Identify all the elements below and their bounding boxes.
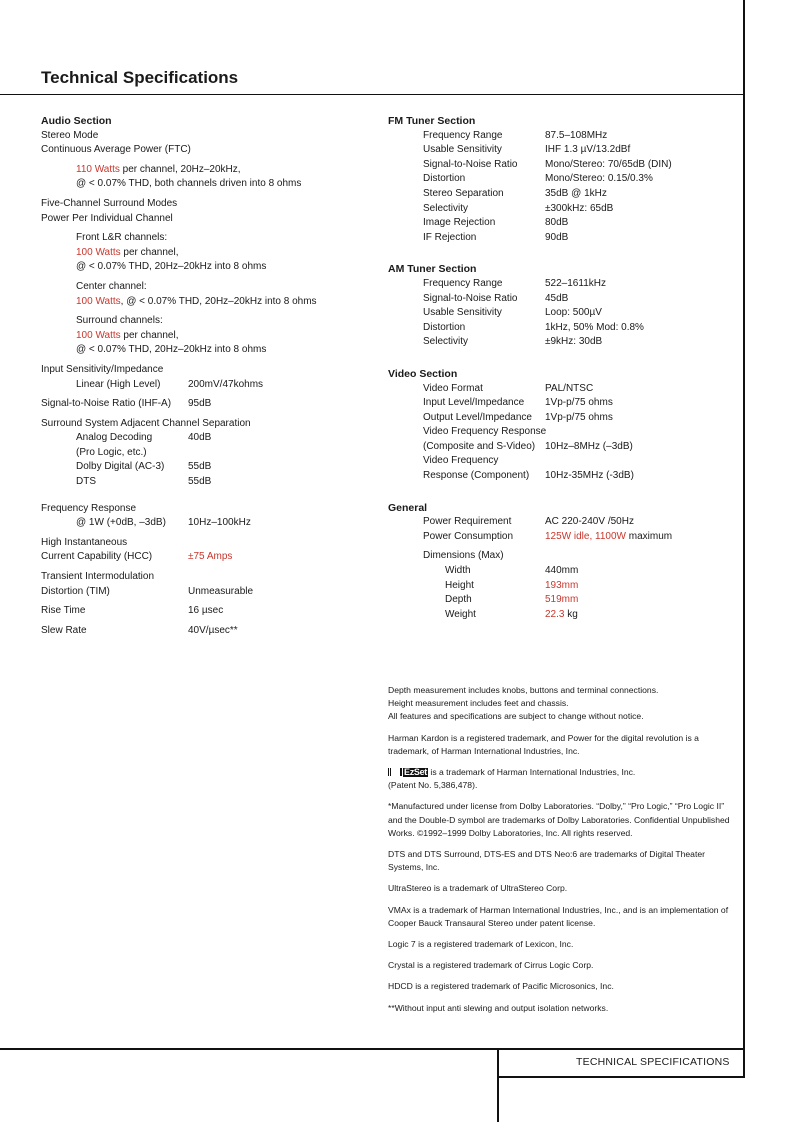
vfr-row [388, 440, 733, 455]
tim-label-2: Distortion (TIM) [41, 585, 110, 597]
vf-value: 10Hz-35MHz (-3dB) [545, 470, 634, 482]
front-channels-label: Front L&R channels: [76, 232, 168, 244]
note-harman: Harman Kardon is a registered trademark, and Power for the digital revolution is a trademark, of Harman International Industries, Inc. [388, 732, 699, 756]
tim-label-1: Transient Intermodulation [41, 571, 155, 583]
video-format-row [388, 382, 733, 397]
front-thd: @ < 0.07% THD, 20Hz–20kHz into 8 ohms [76, 261, 267, 273]
dts-row [41, 475, 371, 490]
fm-spec-row [388, 202, 733, 217]
footer-tab-rule-bottom [497, 1076, 745, 1078]
snr-value: 95dB [188, 398, 212, 410]
fm-spec-value: Mono/Stereo: 70/65dB (DIN) [545, 158, 672, 170]
power-cons-label: Power Consumption [423, 530, 514, 542]
dts-label: DTS [76, 476, 96, 488]
width-label: Width [445, 565, 471, 577]
stereo-power-line [41, 163, 371, 178]
linear-label: Linear (High Level) [76, 378, 161, 390]
am-spec-row [388, 306, 733, 321]
fm-spec-label: IF Rejection [423, 231, 477, 243]
power-req-label: Power Requirement [423, 516, 512, 528]
note-ezset-patent: (Patent No. 5,386,478). [388, 780, 478, 791]
note-crystal: Crystal is a registered trademark of Cirrus Logic Corp. [388, 960, 594, 971]
height-label: Height [445, 579, 474, 591]
am-spec-value: 1kHz, 50% Mod: 0.8% [545, 321, 644, 333]
power-cons-value [545, 530, 672, 545]
linear-value: 200mV/47kohms [188, 378, 264, 390]
center-rest: , @ < 0.07% THD, 20Hz–20kHz into 8 ohms [120, 295, 317, 307]
video-input-row [388, 396, 733, 411]
am-spec-label: Frequency Range [423, 277, 503, 289]
width-value: 440mm [545, 565, 579, 577]
power-per-channel-label: Power Per Individual Channel [41, 212, 173, 224]
note-ezset [388, 766, 733, 792]
hcc-row [41, 550, 371, 565]
am-spec-row [388, 277, 733, 292]
slew-value: 40V/µsec** [188, 624, 238, 636]
fm-spec-row [388, 187, 733, 202]
analog-label: Analog Decoding [76, 432, 153, 444]
fm-spec-row [388, 158, 733, 173]
freq-value: 10Hz–100kHz [188, 517, 251, 529]
am-spec-label: Distortion [423, 321, 466, 333]
height-row [388, 579, 733, 594]
am-spec-value: 45dB [545, 292, 569, 304]
footer-section-label: TECHNICAL SPECIFICATIONS [576, 1056, 730, 1068]
freq-sub-label: @ 1W (+0dB, –3dB) [76, 517, 166, 529]
five-channel-label: Five-Channel Surround Modes [41, 197, 178, 209]
fm-spec-value: ±300kHz: 65dB [545, 202, 614, 214]
fm-spec-label: Image Rejection [423, 217, 496, 229]
linear-row [41, 378, 371, 393]
power-cons-rest: maximum [625, 530, 673, 542]
am-spec-row [388, 292, 733, 307]
surround-thd: @ < 0.07% THD, 20Hz–20kHz into 8 ohms [76, 344, 267, 356]
analog-row [41, 431, 371, 446]
dolby-row [41, 460, 371, 475]
footer-rule [0, 1048, 745, 1050]
weight-value [545, 608, 578, 623]
slew-label: Slew Rate [41, 624, 87, 636]
rise-label: Rise Time [41, 605, 86, 617]
note-dolby: *Manufactured under license from Dolby Laboratories. “Dolby,” “Pro Logic,” “Pro Logic II” and the Double-D symbol are trademarks of Dolby Laboratories. Confidential Unpublished Works. ©1992–1999 Dolby Laboratories, Inc. All rights reserved. [388, 801, 730, 838]
note-slewing: **Without input anti slewing and output isolation networks. [388, 1002, 609, 1013]
note-ezset-text: is a trademark of Harman International Industries, Inc. [428, 767, 636, 778]
video-format-value: PAL/NTSC [545, 382, 594, 394]
am-spec-value: 522–1611kHz [545, 277, 606, 289]
surround-power-line [41, 329, 371, 344]
dolby-label: Dolby Digital (AC-3) [76, 461, 165, 473]
front-power-line [41, 246, 371, 261]
video-input-value: 1Vp-p/75 ohms [545, 397, 613, 409]
continuous-power-label: Continuous Average Power (FTC) [41, 144, 191, 156]
fm-heading: FM Tuner Section [388, 115, 476, 127]
fm-spec-label: Distortion [423, 173, 466, 185]
stereo-watts: 110 Watts [76, 163, 120, 175]
fm-spec-label: Signal-to-Noise Ratio [423, 158, 518, 170]
height-value: 193mm [545, 579, 579, 591]
general-heading: General [388, 501, 428, 514]
ezset-logo-text: EzSet [404, 767, 428, 778]
video-output-value: 1Vp-p/75 ohms [545, 411, 613, 423]
depth-row [388, 593, 733, 608]
vf-row [388, 469, 733, 484]
prologic-label: (Pro Logic, etc.) [76, 446, 147, 458]
am-spec-value: Loop: 500µV [545, 307, 602, 319]
fm-spec-value: Mono/Stereo: 0.15/0.3% [545, 173, 653, 185]
tuner-video-general-column [388, 114, 733, 622]
fm-spec-label: Selectivity [423, 202, 469, 214]
width-row [388, 564, 733, 579]
fm-spec-value: 35dB @ 1kHz [545, 187, 607, 199]
fm-spec-label: Frequency Range [423, 129, 503, 141]
hcc-label-1: High Instantaneous [41, 536, 128, 548]
note-dts: DTS and DTS Surround, DTS-ES and DTS Neo:6 are trademarks of Digital Theater Systems, Inc. [388, 849, 705, 873]
right-margin-rule [743, 0, 745, 1078]
center-watts: 100 Watts [76, 295, 121, 307]
surround-watts: 100 Watts [76, 329, 121, 341]
front-per-channel: per channel, [120, 246, 179, 258]
analog-value: 40dB [188, 432, 212, 444]
snr-row [41, 397, 371, 412]
am-spec-label: Selectivity [423, 336, 469, 348]
ezset-logo [388, 766, 428, 779]
am-spec-label: Signal-to-Noise Ratio [423, 292, 518, 304]
freq-response-label: Frequency Response [41, 502, 137, 514]
power-req-value: AC 220-240V /50Hz [545, 516, 634, 528]
note-height: Height measurement includes feet and chassis. [388, 698, 569, 709]
fm-spec-row [388, 216, 733, 231]
fm-spec-row [388, 172, 733, 187]
header-rule [0, 94, 743, 95]
am-heading: AM Tuner Section [388, 263, 477, 276]
depth-label: Depth [445, 594, 472, 606]
video-format-label: Video Format [423, 382, 483, 394]
audio-heading: Audio Section [41, 115, 112, 127]
stereo-per-channel: per channel, 20Hz–20kHz, [119, 163, 241, 175]
tim-value: Unmeasurable [188, 585, 254, 597]
surround-per-channel: per channel, [120, 329, 179, 341]
power-cons-row [388, 530, 733, 545]
rise-value: 16 µsec [188, 605, 224, 617]
video-heading: Video Section [388, 367, 458, 380]
input-sensitivity-label: Input Sensitivity/Impedance [41, 363, 164, 375]
freq-row [41, 516, 371, 531]
note-measurements [388, 684, 733, 724]
video-output-row [388, 411, 733, 426]
hcc-label-2: Current Capability (HCC) [41, 551, 153, 563]
note-hdcd: HDCD is a registered trademark of Pacific Microsonics, Inc. [388, 981, 614, 992]
stereo-mode-label: Stereo Mode [41, 129, 99, 141]
vfr-label-1: Video Frequency Response [423, 426, 547, 438]
weight-unit: kg [564, 608, 578, 620]
tim-row [41, 585, 371, 600]
weight-label: Weight [445, 608, 476, 620]
page-title: Technical Specifications [41, 68, 239, 87]
front-watts: 100 Watts [76, 246, 121, 258]
fm-spec-value: 87.5–108MHz [545, 129, 608, 141]
am-spec-row [388, 335, 733, 350]
depth-value: 519mm [545, 594, 579, 606]
hcc-value: ±75 Amps [188, 551, 233, 563]
separation-label: Surround System Adjacent Channel Separation [41, 417, 251, 429]
note-ultrastereo: UltraStereo is a trademark of UltraStereo Corp. [388, 883, 568, 894]
weight-number: 22.3 [545, 608, 565, 620]
snr-label: Signal-to-Noise Ratio (IHF-A) [41, 398, 172, 410]
video-input-label: Input Level/Impedance [423, 397, 525, 409]
note-vmax: VMAx is a trademark of Harman International Industries, Inc., and is an implementation of Cooper Bauck Transaural Stereo under patent license. [388, 904, 729, 928]
weight-row [388, 608, 733, 623]
fm-spec-list [388, 129, 733, 246]
fm-spec-value: 80dB [545, 217, 569, 229]
vfr-value: 10Hz–8MHz (–3dB) [545, 440, 633, 452]
note-change: All features and specifications are subject to change without notice. [388, 711, 644, 722]
fm-spec-row [388, 231, 733, 246]
fm-spec-label: Usable Sensitivity [423, 144, 502, 156]
note-logic7: Logic 7 is a registered trademark of Lexicon, Inc. [388, 939, 574, 950]
fm-spec-value: 90dB [545, 231, 569, 243]
dolby-value: 55dB [188, 461, 212, 473]
surround-channels-label: Surround channels: [76, 315, 163, 327]
fm-spec-value: IHF 1.3 µV/13.2dBf [545, 144, 631, 156]
am-spec-value: ±9kHz: 30dB [545, 336, 603, 348]
am-spec-row [388, 321, 733, 336]
am-spec-label: Usable Sensitivity [423, 307, 502, 319]
stereo-thd: @ < 0.07% THD, both channels driven into 8 ohms [76, 178, 302, 190]
audio-section [41, 114, 371, 638]
vf-label-2: Response (Component) [423, 470, 530, 482]
power-cons-red: 125W idle, 1100W [545, 530, 626, 542]
footnotes [388, 684, 733, 1023]
vf-label-1: Video Frequency [423, 455, 499, 467]
video-output-label: Output Level/Impedance [423, 411, 532, 423]
rise-row [41, 604, 371, 619]
footer-tab-rule-left [497, 1048, 499, 1122]
power-req-row [388, 515, 733, 530]
note-depth: Depth measurement includes knobs, buttons and terminal connections. [388, 685, 659, 695]
fm-spec-row [388, 143, 733, 158]
dimensions-label: Dimensions (Max) [423, 550, 504, 562]
vfr-label-2: (Composite and S-Video) [423, 440, 536, 452]
slew-row [41, 624, 371, 639]
fm-spec-label: Stereo Separation [423, 187, 504, 199]
am-spec-list [388, 277, 733, 350]
fm-spec-row [388, 129, 733, 144]
center-power-line [41, 295, 371, 310]
center-channel-label: Center channel: [76, 280, 147, 292]
dts-value: 55dB [188, 476, 212, 488]
